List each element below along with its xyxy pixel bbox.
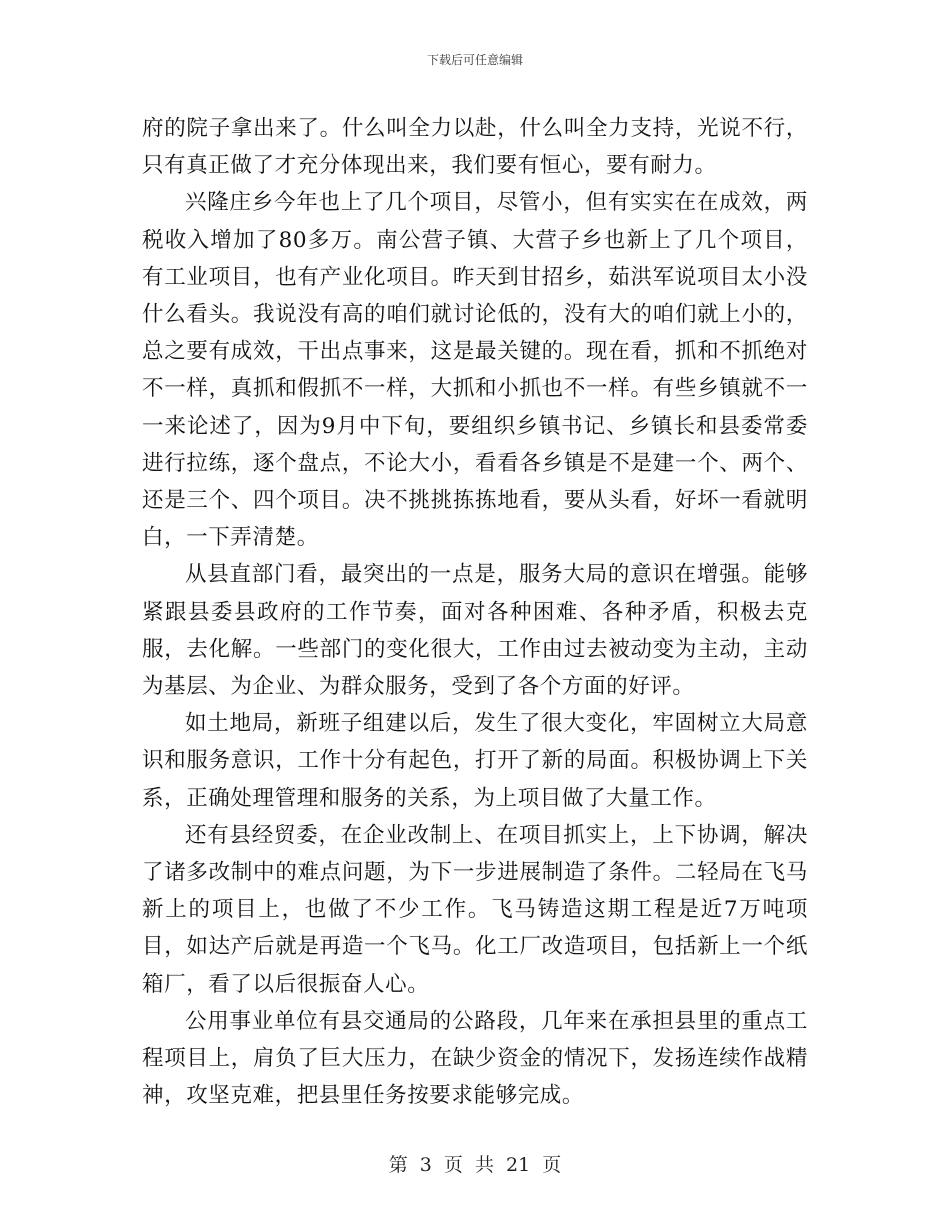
paragraph-1: 府的院子拿出来了。什么叫全力以赴，什么叫全力支持，光说不行，只有真正做了才充分体现出来，我们要有恒心，要有耐力。 <box>142 116 808 179</box>
paragraph-4: 如土地局，新班子组建以后，发生了很大变化，牢固树立大局意识和服务意识，工作十分有起色，打开了新的局面。积极协调上下关系，正确处理管理和服务的关系，为上项目做了大量工作。 <box>142 711 808 811</box>
page-number-footer: 第 3 页 共 21 页 <box>388 1154 562 1176</box>
paragraph-6: 公用事业单位有县交通局的公路段，几年来在承担县里的重点工程项目上，肩负了巨大压力，在缺少资金的情况下，发扬连续作战精神，攻坚克难，把县里任务按要求能够完成。 <box>142 1008 808 1109</box>
paragraph-2: 兴隆庄乡今年也上了几个项目，尽管小，但有实实在在成效，两税收入增加了80多万。南公营子镇、大营子乡也新上了几个项目，有工业项目，也有产业化项目。昨天到甘招乡，茹洪军说项目太小没什么看头。我说没有高的咱们就讨论低的，没有大的咱们就上小的，总之要有成效，干出点事来，这是最关键的。现在看，抓和不抓绝对不一样，真抓和假抓不一样，大抓和小抓也不一样。有些乡镇就不一一来论述了，因为9月中下旬，要组织乡镇书记、乡镇长和县委常委进行拉练，逐个盘点，不论大小，看看各乡镇是不是建一个、两个、还是三个、四个项目。决不挑挑拣拣地看，要从头看，好坏一看就明白，一下弄清楚。 <box>142 190 808 551</box>
page-header: 下载后可任意编辑 <box>426 53 523 67</box>
document-body <box>142 110 808 1114</box>
paragraph-3: 从县直部门看，最突出的一点是，服务大局的意识在增强。能够紧跟县委县政府的工作节奏，面对各种困难、各种矛盾，积极去克服，去化解。一些部门的变化很大，工作由过去被动变为主动，主动为基层、为企业、为群众服务，受到了各个方面的好评。 <box>142 562 808 700</box>
paragraph-5: 还有县经贸委，在企业改制上、在项目抓实上，上下协调，解决了诸多改制中的难点问题，为下一步进展制造了条件。二轻局在飞马新上的项目上，也做了不少工作。飞马铸造这期工程是近7万吨项目，如达产后就是再造一个飞马。化工厂改造项目，包括新上一个纸箱厂，看了以后很振奋人心。 <box>142 822 808 997</box>
